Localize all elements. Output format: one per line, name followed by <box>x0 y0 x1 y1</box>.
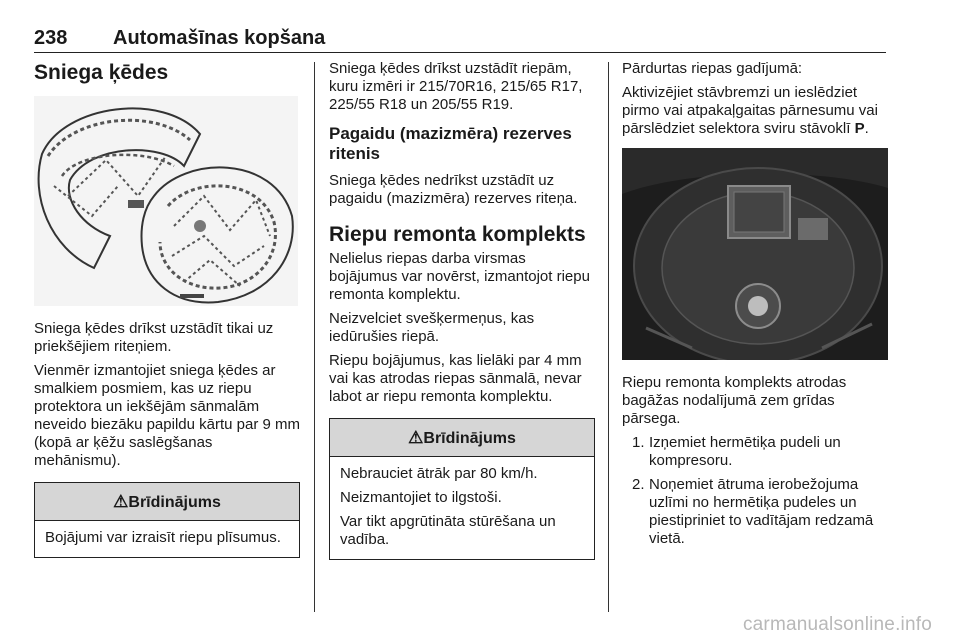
warning-text: Neizmantojiet to ilgstoši. <box>340 489 502 506</box>
column-2 <box>329 60 595 560</box>
warning-body <box>35 521 299 557</box>
warning-header <box>330 419 594 457</box>
warning-box <box>329 418 595 560</box>
column-3 <box>622 60 892 554</box>
paragraph: Pārdurtas riepas gadījumā: <box>622 60 803 77</box>
warning-text: Bojājumi var izraisīt riepu plīsumus. <box>45 529 281 546</box>
warning-box <box>34 482 300 558</box>
section-heading-snow-chains: Sniega ķēdes <box>34 61 169 84</box>
column-1 <box>34 60 300 558</box>
warning-body <box>330 457 594 559</box>
step-text: Izņemiet hermētiķa pudeli un kompresoru. <box>649 434 841 469</box>
page-header <box>34 27 886 53</box>
warning-triangle-icon: ⚠ <box>408 428 424 447</box>
warning-text: Var tikt apgrūtināta stūrēšana un vadība. <box>340 513 556 548</box>
paragraph: Sniega ķēdes nedrīkst uzstādīt uz pagaidu (mazizmēra) rezerves riteņa. <box>329 172 578 207</box>
warning-text: Nebrauciet ātrāk par 80 km/h. <box>340 465 538 482</box>
steps-list <box>622 434 892 548</box>
paragraph: Nelielus riepas darba virsmas bojājumus var novērst, izmantojot riepu remonta komplektu. <box>329 250 590 303</box>
list-item <box>622 476 892 548</box>
page-number: 238 <box>34 27 68 49</box>
step-text: Noņemiet ātruma ierobežojuma uzlīmi no hermētiķa pudeles un piestipriniet to vadītājam redzamā vietā. <box>649 476 874 547</box>
selector-position: P <box>854 120 865 137</box>
paragraph: Neizvelciet svešķermeņus, kas iedūrušies riepā. <box>329 310 535 345</box>
warning-header <box>35 483 299 521</box>
warning-title: Brīdinājums <box>128 494 221 511</box>
section-heading-tyre-repair-kit: Riepu remonta komplekts <box>329 223 586 246</box>
step-number: 2. <box>632 476 645 493</box>
page-header-title: Automašīnas kopšana <box>113 27 326 49</box>
watermark: carmanualsonline.info <box>742 614 932 635</box>
paragraph: Sniega ķēdes drīkst uzstādīt riepām, kuru izmēri ir 215/70R16, 215/65 R17, 225/55 R18 un 205/55 R19. <box>329 60 583 113</box>
paragraph: Riepu bojājumus, kas lielāki par 4 mm vai kas atrodas riepas sānmalā, nevar labot ar riepu remonta komplektu. <box>329 352 582 405</box>
warning-triangle-icon: ⚠ <box>113 492 129 511</box>
column-divider <box>608 62 609 612</box>
step-number: 1. <box>632 434 645 451</box>
warning-title: Brīdinājums <box>423 430 516 447</box>
repair-kit-photo <box>622 148 888 360</box>
column-divider <box>314 62 315 612</box>
subheading-temporary-spare: Pagaidu (mazizmēra) rezerves ritenis <box>329 124 572 163</box>
paragraph: Vienmēr izmantojiet sniega ķēdes ar smalkiem posmiem, kas uz riepu protektora un iekšējām sānmalām neveido biezāku papildu kārtu par 9 mm (kopā ar ķēžu saslēgšanas mehānismu). <box>34 362 300 469</box>
paragraph: Sniega ķēdes drīkst uzstādīt tikai uz priekšējiem riteņiem. <box>34 320 274 355</box>
snow-chains-illustration <box>34 96 298 306</box>
paragraph: Aktivizējiet stāvbremzi un ieslēdziet pirmo vai atpakaļgaitas pārnesumu vai pārslēdziet selektora sviru stāvoklī P. <box>622 84 878 137</box>
paragraph: Riepu remonta komplekts atrodas bagāžas nodalījumā zem grīdas pārsega. <box>622 374 847 427</box>
list-item <box>622 434 892 470</box>
